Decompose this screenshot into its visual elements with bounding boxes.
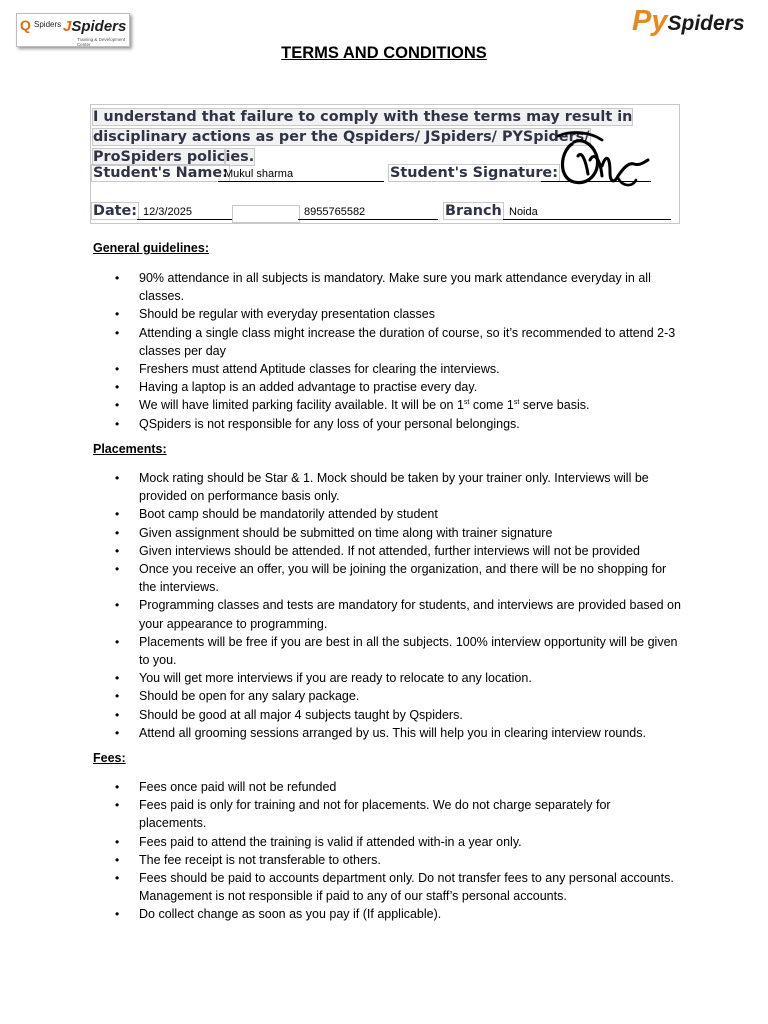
- section-heading-general: General guidelines:: [93, 241, 210, 255]
- bullet-icon: •: [115, 525, 120, 540]
- list-item: • Fees once paid will not be refunded: [93, 778, 681, 796]
- list-item: [93, 396, 681, 414]
- list-item: • 90% attendance in all subjects is mandatory. Make sure you mark attendance everyday in all classes.: [115, 271, 651, 304]
- student-name-field[interactable]: Mukul sharma: [218, 168, 384, 182]
- phone-field[interactable]: 8955765582: [298, 206, 438, 220]
- list-item: • QSpiders is not responsible for any loss of your personal belongings.: [93, 415, 681, 433]
- bullet-icon: •: [115, 562, 120, 577]
- list-item: • You will get more interviews if you are ready to relocate to any location.: [93, 669, 681, 687]
- bullet-icon: •: [115, 634, 120, 649]
- parking-text: We will have limited parking facility available. It will be on 1st come 1st serve basis.: [139, 398, 590, 413]
- student-name-label: Student's Name:: [93, 165, 228, 181]
- bullet-icon: •: [115, 707, 120, 722]
- bullet-icon: •: [115, 598, 120, 613]
- list-item: • Placements will be free if you are best in all the subjects. 100% interview opportunity will be given to you.: [115, 634, 678, 668]
- logo-q-letter: Q: [20, 17, 31, 33]
- bullet-icon: •: [115, 380, 120, 395]
- list-item: • Do collect change as soon as you pay if (If applicable).: [93, 905, 681, 923]
- bullet-icon: •: [115, 834, 120, 849]
- bullet-icon: •: [115, 543, 120, 558]
- bullet-icon: •: [115, 471, 120, 485]
- date-field[interactable]: 12/3/2025: [137, 206, 233, 220]
- bullet-icon: •: [115, 871, 120, 886]
- section-heading-placements: Placements:: [93, 442, 167, 456]
- list-item: • Once you receive an offer, you will be joining the organization, and there will be no shopping for the interviews.: [115, 562, 667, 595]
- list-item: • Boot camp should be mandatorily attended by student: [93, 505, 681, 523]
- bullet-icon: •: [115, 325, 120, 340]
- pyspiders-logo: [632, 5, 745, 38]
- bullet-icon: •: [115, 689, 120, 704]
- list-item: • Should be good at all major 4 subjects taught by Qspiders.: [93, 706, 681, 724]
- bullet-icon: •: [115, 725, 120, 740]
- bullet-icon: •: [115, 398, 120, 413]
- bullet-icon: •: [115, 362, 120, 377]
- logo-spiders-text: Spiders: [667, 12, 745, 35]
- branch-label: Branch: [445, 203, 502, 219]
- list-item: • Freshers must attend Aptitude classes for clearing the interviews.: [93, 360, 681, 378]
- logo-jspiders-j: J: [63, 18, 72, 35]
- section-heading-fees: Fees:: [93, 751, 126, 765]
- bullet-icon: •: [115, 780, 120, 794]
- list-item: • Attending a single class might increase the duration of course, so it’s recommended to attend 2-3 classes per day: [115, 325, 676, 358]
- list-item: • Fees should be paid to accounts department only. Do not transfer fees to any personal accounts. Management is not responsible if paid to any of our staff’s personal accounts.: [115, 871, 674, 904]
- list-item: • Should be open for any salary package.: [93, 687, 681, 705]
- list-item: • Attend all grooming sessions arranged by us. This will help you in clearing interview rounds.: [93, 724, 681, 742]
- student-signature-label: Student's Signature:: [390, 165, 558, 181]
- logo-tagline: Training & Development Center: [77, 37, 126, 47]
- qspiders-jspiders-logo: [16, 13, 130, 47]
- list-item: • Should be regular with everyday presentation classes: [93, 305, 681, 323]
- logo-qspiders-text: Spiders: [34, 20, 62, 29]
- logo-jspiders-text: [63, 18, 126, 35]
- branch-field[interactable]: Noida: [503, 206, 671, 220]
- placements-list: [93, 469, 681, 742]
- bullet-icon: •: [115, 307, 120, 322]
- list-item: • Given assignment should be submitted on time along with trainer signature: [93, 524, 681, 542]
- bullet-icon: •: [115, 798, 120, 813]
- bullet-icon: •: [115, 852, 120, 867]
- list-item: • Given interviews should be attended. If not attended, further interviews will not be provided: [93, 542, 681, 560]
- date-label: Date:: [93, 203, 138, 219]
- list-item: • Mock rating should be Star & 1. Mock should be taken by your trainer only. Interviews will be provided on performance basis only.: [115, 471, 649, 504]
- logo-jspiders-rest: Spiders: [71, 18, 127, 35]
- bullet-icon: •: [115, 271, 120, 285]
- general-guidelines-list: [93, 269, 681, 433]
- empty-field-box[interactable]: [232, 205, 300, 223]
- list-item: • The fee receipt is not transferable to others.: [93, 851, 681, 869]
- bullet-icon: •: [115, 416, 120, 431]
- list-item: • Programming classes and tests are mandatory for students, and interviews are provided based on your appearance to programming.: [115, 598, 681, 631]
- list-item: • Fees paid to attend the training is valid if attended with-in a year only.: [93, 833, 681, 851]
- bullet-icon: •: [115, 907, 120, 922]
- signature-image: [552, 126, 652, 192]
- bullet-icon: •: [115, 507, 120, 522]
- list-item: • Having a laptop is an added advantage to practise every day.: [93, 378, 681, 396]
- bullet-icon: •: [115, 671, 120, 686]
- declaration-text: I understand that failure to comply with these terms may result in disciplinary actions as per the Qspiders/ JSpiders/ PYSpiders/ ProSpiders polic: [93, 109, 633, 165]
- list-item: • Fees paid is only for training and not for placements. We do not charge separately for placements.: [115, 798, 611, 831]
- logo-py-text: Py: [632, 5, 668, 37]
- fees-list: [93, 778, 681, 924]
- page-title: TERMS AND CONDITIONS: [281, 44, 487, 62]
- declaration-text-end: ies.: [225, 149, 255, 165]
